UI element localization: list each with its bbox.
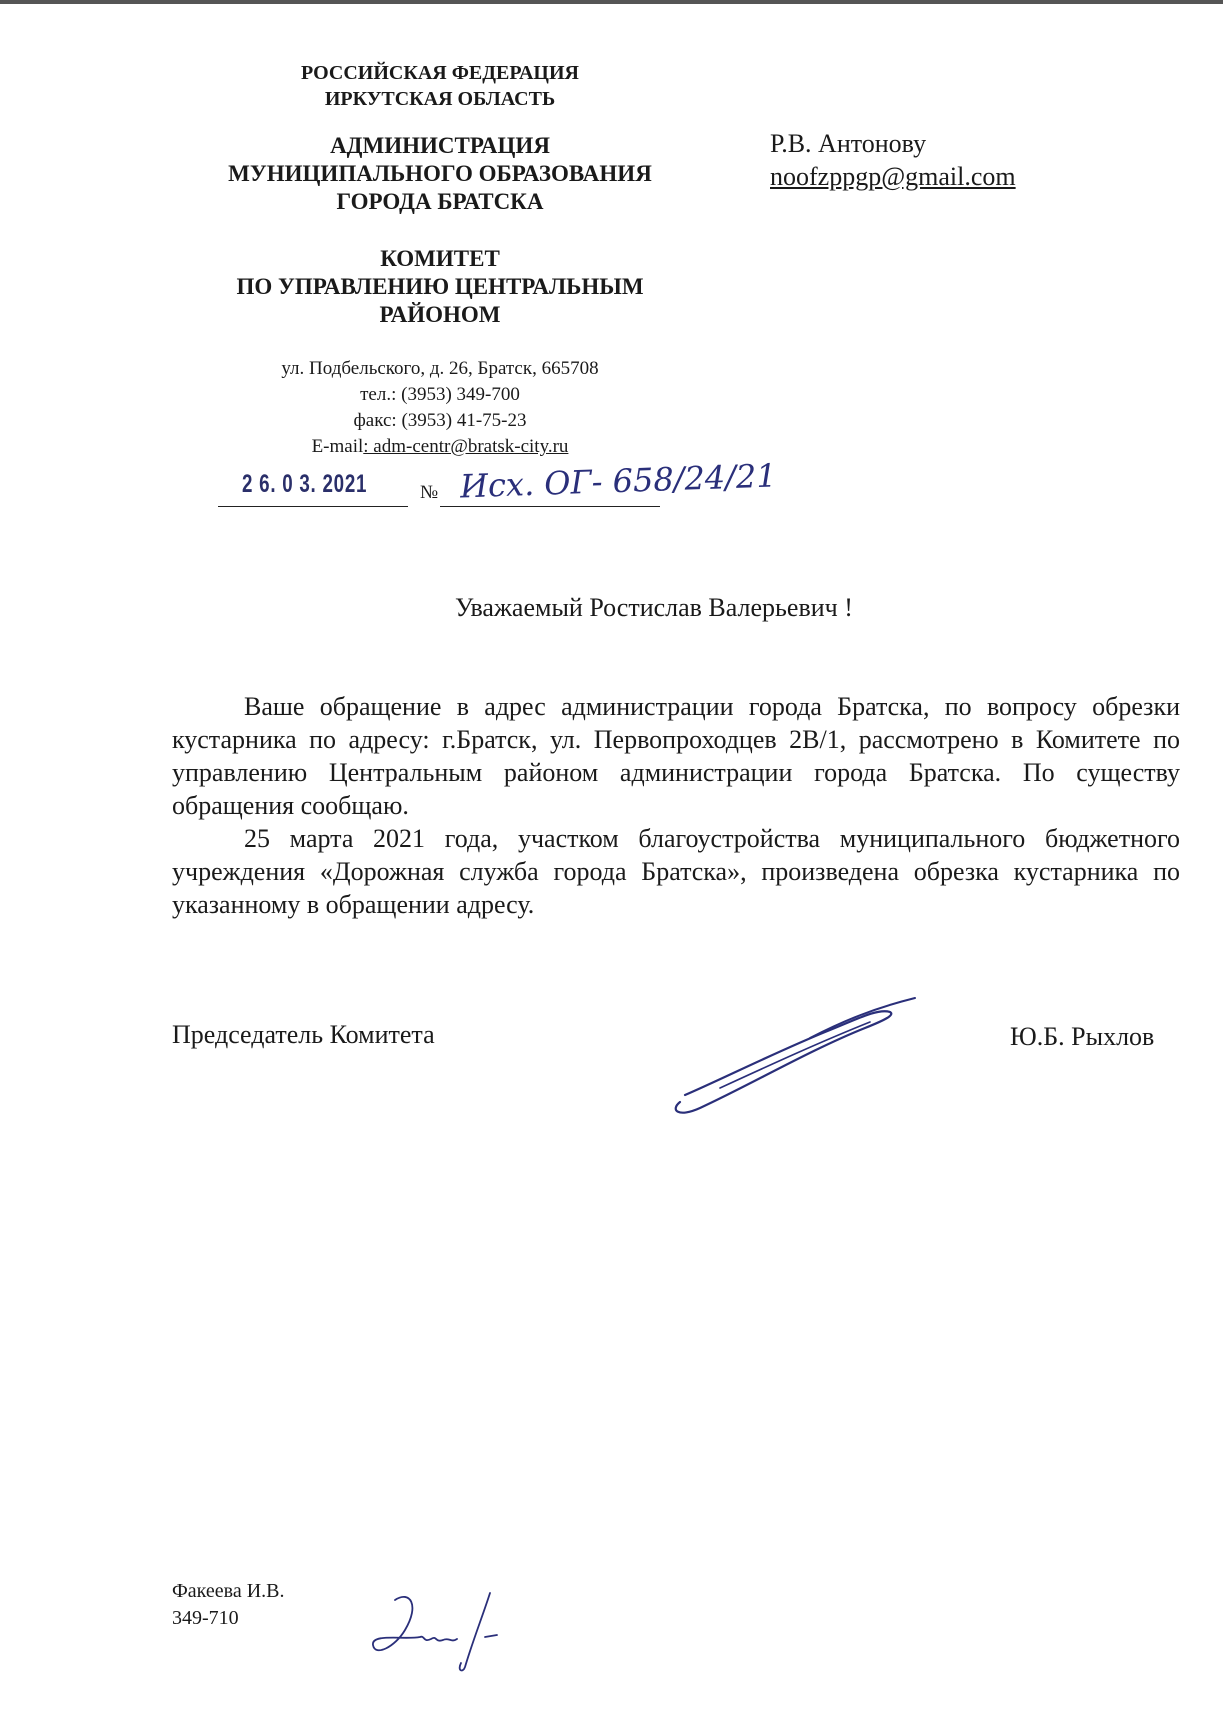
greeting: Уважаемый Ростислав Валерьевич ! [455, 593, 853, 622]
fax-line: факс: (3953) 41-75-23 [353, 410, 527, 431]
executor-phone: 349-710 [172, 1607, 239, 1629]
email-label: E-mail [311, 436, 364, 457]
committee-line-1: КОМИТЕТ [380, 246, 500, 271]
number-underline [440, 506, 660, 507]
recipient-name: Р.В. Антонову [770, 129, 927, 158]
recipient-email[interactable]: noofzppgp@gmail.com [770, 162, 1016, 191]
letter-body [172, 690, 1180, 921]
letterhead-contacts [210, 356, 670, 460]
body-paragraph-2: 25 марта 2021 года, участком благоустройства муниципального бюджетного учреждения «Дорожная служба города Братска», произведена обрезка кустарника по указанному в обращении адресу. [172, 824, 1180, 919]
address-line: ул. Подбельского, д. 26, Братск, 665708 [281, 358, 599, 379]
admin-line-3: ГОРОДА БРАТСКА [336, 189, 544, 214]
letterhead-administration [170, 132, 710, 216]
date-underline [218, 506, 408, 507]
email-line [210, 434, 670, 460]
scan-top-edge [0, 0, 1223, 4]
committee-line-3: РАЙОНОМ [379, 302, 501, 327]
admin-line-1: АДМИНИСТРАЦИЯ [330, 133, 550, 158]
executor-signature [365, 1585, 525, 1680]
country-line: РОССИЙСКАЯ ФЕДЕРАЦИЯ [300, 62, 579, 84]
signatory-position: Председатель Комитета [172, 1020, 435, 1049]
signatory-name: Ю.Б. Рыхлов [1010, 1022, 1155, 1051]
executor-block [172, 1578, 285, 1632]
recipient-block [770, 127, 1016, 193]
phone-line: тел.: (3953) 349-700 [360, 384, 520, 405]
chairman-signature [660, 990, 930, 1125]
executor-name: Факеева И.В. [172, 1580, 285, 1602]
body-paragraph-1: Ваше обращение в адрес администрации города Братска, по вопросу обрезки кустарника по адресу: г.Братск, ул. Первопроходцев 2В/1, рассмотрено в Комитете по управлению Центральным районом администрации города Братска. По существу обращения сообщаю. [172, 692, 1180, 820]
email-link[interactable]: : adm-centr@bratsk-city.ru [363, 436, 569, 457]
outgoing-number-handwritten: Исх. ОГ- 658/24/21 [459, 456, 778, 506]
letterhead-country [190, 60, 690, 112]
region-line: ИРКУТСКАЯ ОБЛАСТЬ [324, 88, 556, 110]
admin-line-2: МУНИЦИПАЛЬНОГО ОБРАЗОВАНИЯ [228, 161, 652, 186]
committee-line-2: ПО УПРАВЛЕНИЮ ЦЕНТРАЛЬНЫМ [236, 274, 644, 299]
letterhead-committee [170, 245, 710, 329]
number-sign: № [420, 482, 439, 503]
date-stamp: 2 6. 0 3. 2021 [242, 470, 368, 498]
